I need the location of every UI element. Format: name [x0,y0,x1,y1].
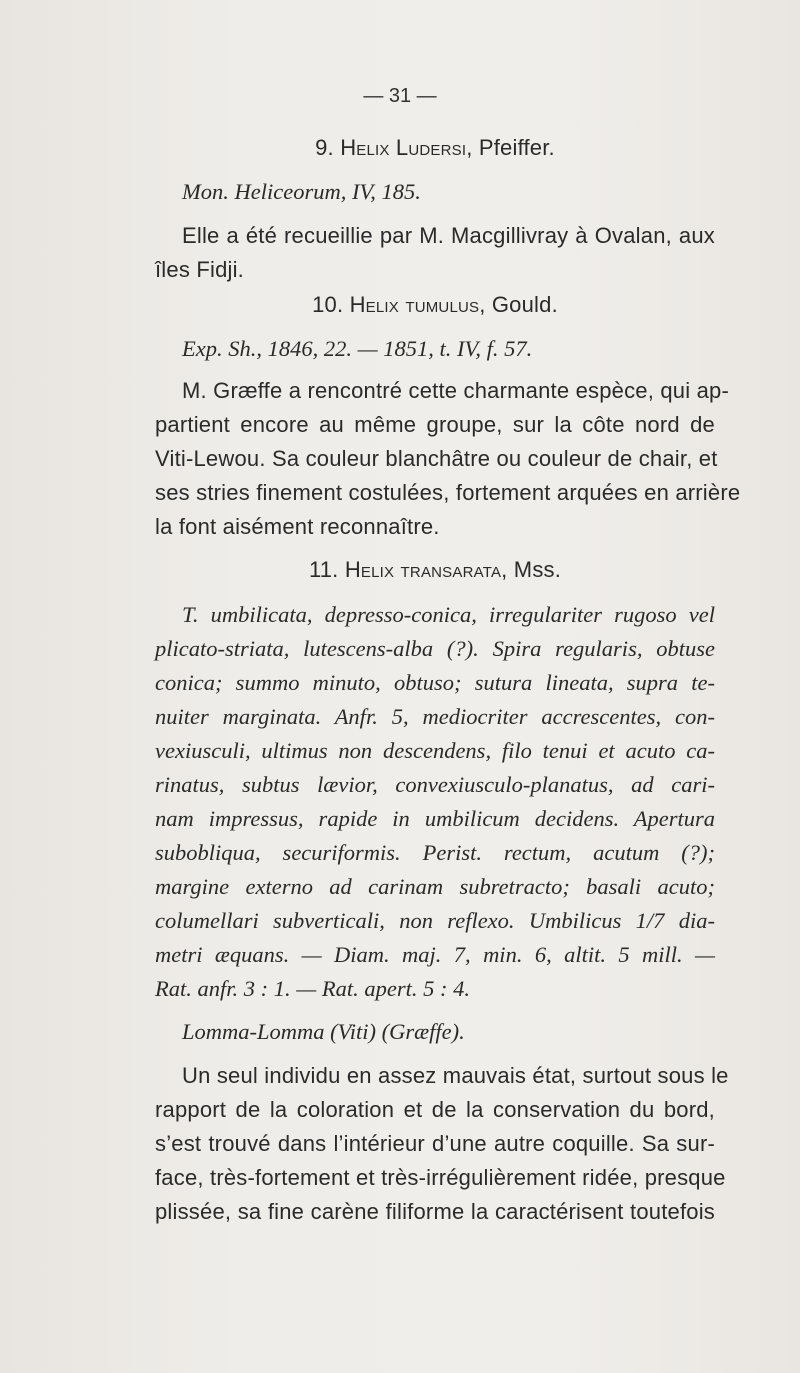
entry-11-text-line: Un seul individu en assez mauvais état, surtout sous le [182,1063,729,1088]
entry-11-genus: Helix [344,557,395,582]
entry-9-text-line-2: îles Fidji. [155,257,244,282]
entry-11-number: 11. [308,557,339,582]
entry-10-species: tumulus [405,292,480,317]
entry-11-latin-line: margine externo ad carinam subretracto; basali acuto; [155,874,715,899]
entry-11-latin-line: metri æquans. — Diam. maj. 7, min. 6, altit. 5 mill. — [155,942,715,967]
entry-11-latin-line: rinatus, subtus lævior, convexiusculo-planatus, ad cari- [155,772,715,797]
entry-9-author: , Pfeiffer. [466,135,555,160]
entry-10-author: , Gould. [479,292,558,317]
entry-10-number: 10. [312,292,344,317]
entry-10-text-line: partient encore au même groupe, sur la côte nord de [155,412,715,437]
entry-11-text-line: face, très-fortement et très-irrégulièrement ridée, presque [155,1165,726,1190]
entry-9-number: 9. [315,135,334,160]
entry-10-text-line: ses stries finement costulées, fortement arquées en arrière [155,480,741,505]
entry-11-text-line: plissée, sa fine carène filiforme la caractérisent toutefois [155,1199,715,1224]
entry-11-text-line: s’est trouvé dans l’intérieur d’une autre coquille. Sa sur- [155,1131,715,1156]
page-number: — 31 — [363,85,437,107]
entry-11-vernacular-name: Lomma-Lomma (Viti) (Græffe). [182,1019,465,1044]
entry-11-latin-line: nuiter marginata. Anfr. 5, mediocriter accrescentes, con- [155,704,715,729]
entry-10-text-line: M. Græffe a rencontré cette charmante espèce, qui ap- [182,378,730,403]
entry-11-author: , Mss. [501,557,562,582]
entry-11-heading [155,555,715,585]
entry-11-latin-line: T. umbilicata, depresso-conica, irregulariter rugoso vel [182,602,715,627]
entry-11-latin-line: conica; summo minuto, obtuso; sutura lineata, supra te- [155,670,715,695]
entry-11-latin-line: subobliqua, securiformis. Perist. rectum, acutum (?); [155,840,715,865]
entry-9-species: Ludersi [395,135,467,160]
entry-10-text-line: la font aisément reconnaître. [155,514,440,539]
entry-11-latin-line: vexiusculi, ultimus non descendens, filo tenui et acuto ca- [155,738,715,763]
entry-9-heading [155,133,715,163]
entry-11-species: transarata [400,557,502,582]
entry-11-latin-line: columellari subverticali, non reflexo. Umbilicus 1/7 dia- [155,908,715,933]
entry-11-text-line: rapport de la coloration et de la conservation du bord, [155,1097,715,1122]
entry-9-reference: Mon. Heliceorum, IV, 185. [182,179,421,204]
entry-10-genus: Helix [349,292,400,317]
entry-10-heading [155,290,715,320]
entry-10-reference: Exp. Sh., 1846, 22. — 1851, t. IV, f. 57. [182,336,533,361]
entry-11-latin-line: Rat. anfr. 3 : 1. — Rat. apert. 5 : 4. [155,976,470,1001]
entry-9-genus: Helix [340,135,390,160]
entry-11-latin-line: nam impressus, rapide in umbilicum decidens. Apertura [155,806,715,831]
entry-10-text-line: Viti-Lewou. Sa couleur blanchâtre ou couleur de chair, et [155,446,718,471]
entry-9-text-line-1: Elle a été recueillie par M. Macgillivray à Ovalan, aux [182,223,715,248]
entry-11-latin-line: plicato-striata, lutescens-alba (?). Spira regularis, obtuse [155,636,715,661]
